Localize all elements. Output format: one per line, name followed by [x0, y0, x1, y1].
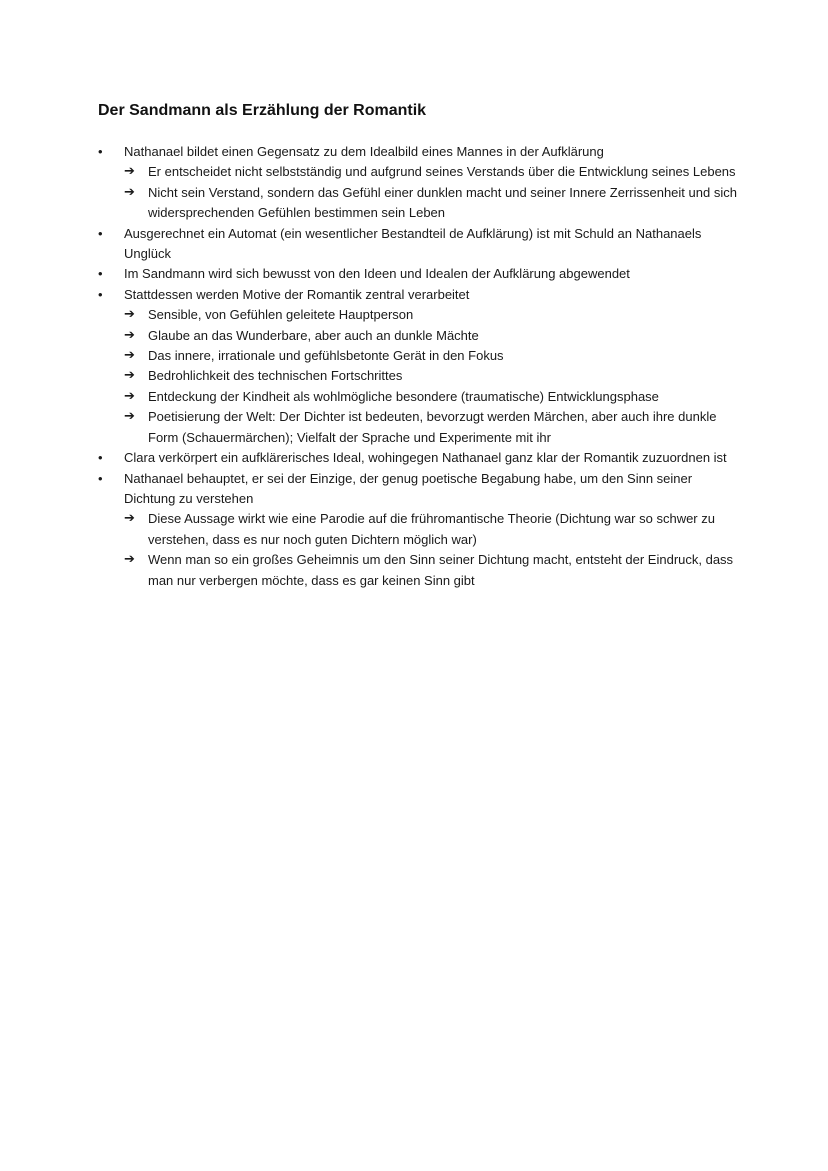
bullet-icon: •: [98, 266, 103, 282]
arrow-icon: ➔: [124, 164, 135, 180]
bullet-icon: •: [98, 450, 103, 466]
sub-item-text: Bedrohlichkeit des technischen Fortschrittes: [148, 368, 403, 384]
bullet-icon: •: [98, 286, 103, 302]
sub-item-text: Das innere, irrationale und gefühlsbetonte Gerät in den Fokus: [148, 348, 504, 364]
sub-list-item: [124, 550, 738, 591]
sub-item-text: Nicht sein Verstand, sondern das Gefühl einer dunklen macht und seiner Innere Zerrissenheit und sich widersprechenden Gefühlen bestimmen sein Leben: [148, 184, 737, 221]
list-item-text: Nathanael behauptet, er sei der Einzige, der genug poetische Begabung habe, um den Sinn seiner Dichtung zu verstehen: [124, 470, 693, 506]
list-item: [98, 448, 738, 468]
arrow-icon: ➔: [124, 552, 135, 568]
arrow-icon: ➔: [124, 368, 135, 384]
bullet-icon: •: [98, 470, 103, 486]
sub-list-item: [124, 407, 738, 448]
sub-list-item: [124, 387, 738, 407]
arrow-icon: ➔: [124, 307, 135, 323]
sub-item-text: Wenn man so ein großes Geheimnis um den Sinn seiner Dichtung macht, entsteht der Eindruck, dass man nur verbergen möchte, dass es gar keinen Sinn gibt: [148, 552, 734, 588]
arrow-icon: ➔: [124, 327, 135, 343]
sub-item-text: Sensible, von Gefühlen geleitete Hauptperson: [148, 307, 414, 323]
bullet-icon: •: [98, 144, 103, 159]
sub-list-item: [124, 509, 738, 550]
list-item-text: Clara verkörpert ein aufklärerisches Ideal, wohingegen Nathanael ganz klar der Romantik zuzuordnen ist: [124, 450, 727, 466]
arrow-icon: ➔: [124, 511, 135, 527]
sub-item-text: Glaube an das Wunderbare, aber auch an dunkle Mächte: [148, 327, 479, 343]
sub-list-item: [124, 366, 738, 386]
sub-item-text: Diese Aussage wirkt wie eine Parodie auf die frühromantische Theorie (Dichtung war so schwer zu verstehen, dass es nur noch guten Dichtern möglich war): [148, 511, 715, 547]
sub-list-item: [124, 183, 738, 224]
list-item: [98, 142, 738, 224]
list-item: [98, 469, 738, 591]
sub-item-text: Poetisierung der Welt: Der Dichter ist bedeuten, bevorzugt werden Märchen, aber auch ihre dunkle Form (Schauermärchen); Vielfalt der Sprache und Experimente mit ihr: [148, 409, 717, 445]
sub-list: [124, 509, 738, 591]
arrow-icon: ➔: [124, 388, 135, 404]
list-item-text: Ausgerechnet ein Automat (ein wesentlicher Bestandteil de Aufklärung) ist mit Schuld an Nathanaels Unglück: [124, 225, 702, 262]
sub-list: [124, 305, 738, 448]
arrow-icon: ➔: [124, 184, 135, 200]
bullet-icon: •: [98, 225, 103, 241]
list-item-text: Im Sandmann wird sich bewusst von den Ideen und Idealen der Aufklärung abgewendet: [124, 266, 630, 282]
document-page: [98, 100, 738, 591]
sub-list-item: [124, 326, 738, 346]
sub-item-text: Entdeckung der Kindheit als wohlmögliche besondere (traumatische) Entwicklungsphase: [148, 388, 659, 404]
list-item-text: Nathanael bildet einen Gegensatz zu dem Idealbild eines Mannes in der Aufklärung: [124, 144, 604, 159]
list-item-text: Stattdessen werden Motive der Romantik zentral verarbeitet: [124, 286, 470, 302]
list-item: [98, 285, 738, 448]
list-item: [98, 224, 738, 265]
list-item: [98, 264, 738, 284]
arrow-icon: ➔: [124, 348, 135, 364]
sub-item-text: Er entscheidet nicht selbstständig und aufgrund seines Verstands über die Entwicklung seines Lebens: [148, 164, 736, 180]
arrow-icon: ➔: [124, 409, 135, 425]
page-title: Der Sandmann als Erzählung der Romantik: [98, 102, 427, 119]
sub-list: [124, 162, 738, 223]
sub-list-item: [124, 346, 738, 366]
bullet-list: [98, 142, 738, 591]
sub-list-item: [124, 305, 738, 325]
sub-list-item: [124, 162, 738, 182]
